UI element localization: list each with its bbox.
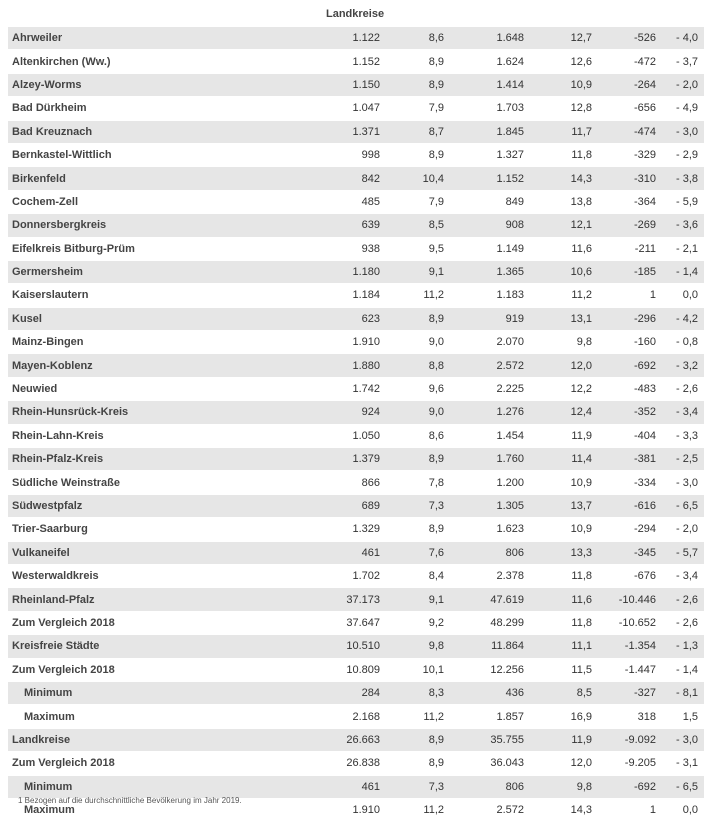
cell-v2: 8,7	[386, 120, 450, 143]
cell-v5: 318	[602, 705, 662, 728]
cell-v5: -404	[602, 424, 662, 447]
cell-v5: -656	[602, 97, 662, 120]
cell-v6: - 3,7	[662, 50, 704, 73]
cell-v1: 1.379	[298, 448, 386, 471]
cell-v4: 11,5	[530, 658, 602, 681]
table-row	[8, 97, 704, 120]
cell-v4: 11,8	[530, 564, 602, 587]
table-row	[8, 775, 704, 798]
cell-v3: 1.760	[450, 448, 530, 471]
cell-v4: 14,3	[530, 167, 602, 190]
cell-v2: 8,9	[386, 518, 450, 541]
cell-v2: 10,1	[386, 658, 450, 681]
cell-v4: 11,1	[530, 635, 602, 658]
row-label: Kaiserslautern	[8, 284, 298, 307]
cell-v6: - 3,1	[662, 752, 704, 775]
cell-v5: -352	[602, 401, 662, 424]
cell-v1: 26.838	[298, 752, 386, 775]
cell-v1: 461	[298, 775, 386, 798]
table-row	[8, 190, 704, 213]
cell-v2: 7,9	[386, 97, 450, 120]
table-row	[8, 471, 704, 494]
cell-v6: 1,5	[662, 705, 704, 728]
cell-v1: 1.150	[298, 73, 386, 96]
table-row	[8, 377, 704, 400]
cell-v1: 2.168	[298, 705, 386, 728]
cell-v2: 9,2	[386, 611, 450, 634]
cell-v1: 1.910	[298, 798, 386, 821]
cell-v3: 1.648	[450, 27, 530, 50]
statistics-table	[8, 27, 704, 822]
cell-v5: 1	[602, 798, 662, 821]
cell-v4: 12,4	[530, 401, 602, 424]
cell-v6: - 3,0	[662, 471, 704, 494]
cell-v2: 9,1	[386, 588, 450, 611]
cell-v3: 1.623	[450, 518, 530, 541]
table-row	[8, 120, 704, 143]
row-label: Rhein-Pfalz-Kreis	[8, 448, 298, 471]
cell-v3: 806	[450, 775, 530, 798]
cell-v1: 1.329	[298, 518, 386, 541]
cell-v5: -616	[602, 494, 662, 517]
table-row	[8, 611, 704, 634]
row-label: Kreisfreie Städte	[8, 635, 298, 658]
cell-v2: 9,5	[386, 237, 450, 260]
cell-v3: 47.619	[450, 588, 530, 611]
cell-v3: 1.624	[450, 50, 530, 73]
cell-v2: 8,5	[386, 214, 450, 237]
cell-v1: 1.742	[298, 377, 386, 400]
cell-v6: - 2,6	[662, 588, 704, 611]
row-label: Minimum	[8, 775, 298, 798]
cell-v3: 2.378	[450, 564, 530, 587]
cell-v6: - 2,6	[662, 611, 704, 634]
table-row	[8, 27, 704, 50]
row-label: Westerwaldkreis	[8, 564, 298, 587]
table-row	[8, 541, 704, 564]
cell-v4: 12,8	[530, 97, 602, 120]
cell-v6: - 2,0	[662, 73, 704, 96]
row-label: Eifelkreis Bitburg-Prüm	[8, 237, 298, 260]
row-label: Mayen-Koblenz	[8, 354, 298, 377]
table-row	[8, 752, 704, 775]
table-row	[8, 237, 704, 260]
table-row	[8, 635, 704, 658]
cell-v6: - 2,5	[662, 448, 704, 471]
cell-v6: - 3,0	[662, 728, 704, 751]
cell-v4: 9,8	[530, 331, 602, 354]
cell-v6: - 4,9	[662, 97, 704, 120]
cell-v2: 8,9	[386, 73, 450, 96]
table-row	[8, 50, 704, 73]
cell-v5: -474	[602, 120, 662, 143]
cell-v4: 12,2	[530, 377, 602, 400]
cell-v1: 1.910	[298, 331, 386, 354]
cell-v1: 639	[298, 214, 386, 237]
cell-v2: 8,9	[386, 50, 450, 73]
cell-v6: - 4,0	[662, 27, 704, 50]
cell-v5: -327	[602, 681, 662, 704]
cell-v4: 13,7	[530, 494, 602, 517]
cell-v6: 0,0	[662, 798, 704, 821]
cell-v3: 919	[450, 307, 530, 330]
cell-v2: 8,6	[386, 27, 450, 50]
cell-v2: 7,9	[386, 190, 450, 213]
cell-v4: 16,9	[530, 705, 602, 728]
cell-v4: 13,1	[530, 307, 602, 330]
cell-v1: 866	[298, 471, 386, 494]
cell-v6: - 8,1	[662, 681, 704, 704]
cell-v5: -334	[602, 471, 662, 494]
cell-v4: 12,1	[530, 214, 602, 237]
cell-v4: 12,6	[530, 50, 602, 73]
table-row	[8, 448, 704, 471]
cell-v3: 2.225	[450, 377, 530, 400]
row-label: Rhein-Hunsrück-Kreis	[8, 401, 298, 424]
cell-v5: -269	[602, 214, 662, 237]
cell-v5: -472	[602, 50, 662, 73]
table-row	[8, 354, 704, 377]
row-label: Germersheim	[8, 260, 298, 283]
row-label: Bad Dürkheim	[8, 97, 298, 120]
cell-v2: 7,8	[386, 471, 450, 494]
cell-v6: - 3,4	[662, 401, 704, 424]
cell-v3: 806	[450, 541, 530, 564]
cell-v4: 11,6	[530, 237, 602, 260]
row-label: Ahrweiler	[8, 27, 298, 50]
cell-v1: 938	[298, 237, 386, 260]
cell-v2: 10,4	[386, 167, 450, 190]
cell-v1: 37.647	[298, 611, 386, 634]
cell-v4: 10,9	[530, 471, 602, 494]
cell-v6: - 0,8	[662, 331, 704, 354]
cell-v2: 11,2	[386, 705, 450, 728]
cell-v4: 12,0	[530, 354, 602, 377]
cell-v6: - 5,9	[662, 190, 704, 213]
cell-v3: 1.845	[450, 120, 530, 143]
row-label: Trier-Saarburg	[8, 518, 298, 541]
table-row	[8, 284, 704, 307]
cell-v5: -9.092	[602, 728, 662, 751]
cell-v6: - 3,8	[662, 167, 704, 190]
cell-v5: -10.652	[602, 611, 662, 634]
cell-v1: 1.047	[298, 97, 386, 120]
cell-v5: -381	[602, 448, 662, 471]
cell-v4: 11,7	[530, 120, 602, 143]
cell-v1: 10.510	[298, 635, 386, 658]
cell-v6: - 6,5	[662, 494, 704, 517]
cell-v6: - 6,5	[662, 775, 704, 798]
cell-v2: 11,2	[386, 798, 450, 821]
cell-v3: 1.454	[450, 424, 530, 447]
cell-v5: -185	[602, 260, 662, 283]
table-body	[8, 27, 704, 822]
cell-v3: 849	[450, 190, 530, 213]
cell-v2: 8,9	[386, 728, 450, 751]
cell-v3: 35.755	[450, 728, 530, 751]
cell-v3: 1.305	[450, 494, 530, 517]
row-label: Neuwied	[8, 377, 298, 400]
cell-v2: 8,8	[386, 354, 450, 377]
cell-v6: - 2,0	[662, 518, 704, 541]
cell-v3: 1.857	[450, 705, 530, 728]
cell-v4: 11,8	[530, 143, 602, 166]
row-label: Altenkirchen (Ww.)	[8, 50, 298, 73]
cell-v2: 9,8	[386, 635, 450, 658]
table-row	[8, 167, 704, 190]
cell-v2: 7,3	[386, 775, 450, 798]
table-row	[8, 424, 704, 447]
cell-v1: 1.152	[298, 50, 386, 73]
cell-v2: 8,9	[386, 143, 450, 166]
cell-v1: 623	[298, 307, 386, 330]
cell-v3: 2.572	[450, 798, 530, 821]
table-row	[8, 728, 704, 751]
cell-v2: 8,3	[386, 681, 450, 704]
row-label: Südliche Weinstraße	[8, 471, 298, 494]
cell-v2: 9,6	[386, 377, 450, 400]
cell-v4: 10,9	[530, 73, 602, 96]
cell-v3: 1.276	[450, 401, 530, 424]
cell-v2: 7,6	[386, 541, 450, 564]
cell-v2: 9,0	[386, 401, 450, 424]
cell-v4: 13,8	[530, 190, 602, 213]
cell-v2: 8,6	[386, 424, 450, 447]
cell-v2: 8,9	[386, 448, 450, 471]
cell-v3: 11.864	[450, 635, 530, 658]
cell-v5: -294	[602, 518, 662, 541]
cell-v6: - 1,3	[662, 635, 704, 658]
cell-v5: -160	[602, 331, 662, 354]
cell-v3: 12.256	[450, 658, 530, 681]
cell-v5: -211	[602, 237, 662, 260]
table-row	[8, 564, 704, 587]
cell-v1: 37.173	[298, 588, 386, 611]
cell-v2: 7,3	[386, 494, 450, 517]
cell-v5: -483	[602, 377, 662, 400]
cell-v2: 8,9	[386, 752, 450, 775]
cell-v3: 908	[450, 214, 530, 237]
cell-v5: -526	[602, 27, 662, 50]
cell-v6: - 3,0	[662, 120, 704, 143]
cell-v2: 8,9	[386, 307, 450, 330]
cell-v6: - 5,7	[662, 541, 704, 564]
cell-v1: 1.371	[298, 120, 386, 143]
cell-v1: 998	[298, 143, 386, 166]
cell-v6: - 3,2	[662, 354, 704, 377]
cell-v4: 11,8	[530, 611, 602, 634]
cell-v4: 12,0	[530, 752, 602, 775]
cell-v6: - 1,4	[662, 260, 704, 283]
cell-v5: -1.354	[602, 635, 662, 658]
cell-v5: -345	[602, 541, 662, 564]
cell-v5: -264	[602, 73, 662, 96]
cell-v3: 2.070	[450, 331, 530, 354]
row-label: Minimum	[8, 681, 298, 704]
cell-v6: - 3,4	[662, 564, 704, 587]
cell-v4: 11,9	[530, 424, 602, 447]
row-label: Donnersbergkreis	[8, 214, 298, 237]
cell-v5: -310	[602, 167, 662, 190]
table-row	[8, 73, 704, 96]
row-label: Zum Vergleich 2018	[8, 658, 298, 681]
cell-v6: - 2,1	[662, 237, 704, 260]
row-label: Alzey-Worms	[8, 73, 298, 96]
cell-v6: - 3,3	[662, 424, 704, 447]
cell-v1: 461	[298, 541, 386, 564]
row-label: Maximum	[8, 705, 298, 728]
cell-v2: 8,4	[386, 564, 450, 587]
table-row	[8, 307, 704, 330]
cell-v1: 26.663	[298, 728, 386, 751]
table-row	[8, 401, 704, 424]
row-label: Rhein-Lahn-Kreis	[8, 424, 298, 447]
cell-v3: 436	[450, 681, 530, 704]
row-label: Bernkastel-Wittlich	[8, 143, 298, 166]
cell-v1: 1.880	[298, 354, 386, 377]
cell-v1: 842	[298, 167, 386, 190]
cell-v4: 9,8	[530, 775, 602, 798]
cell-v1: 485	[298, 190, 386, 213]
cell-v1: 1.184	[298, 284, 386, 307]
table-row	[8, 494, 704, 517]
row-label: Zum Vergleich 2018	[8, 752, 298, 775]
cell-v1: 689	[298, 494, 386, 517]
row-label: Bad Kreuznach	[8, 120, 298, 143]
cell-v4: 11,6	[530, 588, 602, 611]
cell-v4: 11,2	[530, 284, 602, 307]
cell-v6: - 2,9	[662, 143, 704, 166]
row-label: Zum Vergleich 2018	[8, 611, 298, 634]
cell-v4: 10,9	[530, 518, 602, 541]
cell-v3: 1.152	[450, 167, 530, 190]
cell-v1: 1.180	[298, 260, 386, 283]
cell-v3: 1.365	[450, 260, 530, 283]
table-row	[8, 658, 704, 681]
row-label: Vulkaneifel	[8, 541, 298, 564]
cell-v3: 1.327	[450, 143, 530, 166]
cell-v4: 11,9	[530, 728, 602, 751]
row-label: Mainz-Bingen	[8, 331, 298, 354]
cell-v5: -296	[602, 307, 662, 330]
row-label: Südwestpfalz	[8, 494, 298, 517]
cell-v5: -692	[602, 775, 662, 798]
cell-v6: - 3,6	[662, 214, 704, 237]
cell-v2: 9,1	[386, 260, 450, 283]
cell-v1: 1.702	[298, 564, 386, 587]
cell-v1: 1.050	[298, 424, 386, 447]
cell-v2: 9,0	[386, 331, 450, 354]
cell-v5: -364	[602, 190, 662, 213]
table-row	[8, 214, 704, 237]
cell-v6: 0,0	[662, 284, 704, 307]
row-label: Kusel	[8, 307, 298, 330]
table-row	[8, 681, 704, 704]
cell-v4: 14,3	[530, 798, 602, 821]
row-label: Landkreise	[8, 728, 298, 751]
cell-v1: 10.809	[298, 658, 386, 681]
cell-v4: 11,4	[530, 448, 602, 471]
cell-v3: 1.183	[450, 284, 530, 307]
row-label: Rheinland-Pfalz	[8, 588, 298, 611]
table-row	[8, 331, 704, 354]
cell-v2: 11,2	[386, 284, 450, 307]
cell-v5: -1.447	[602, 658, 662, 681]
cell-v6: - 4,2	[662, 307, 704, 330]
table-row	[8, 518, 704, 541]
cell-v5: 1	[602, 284, 662, 307]
table-row	[8, 588, 704, 611]
row-label: Maximum	[8, 798, 298, 821]
cell-v3: 48.299	[450, 611, 530, 634]
cell-v1: 924	[298, 401, 386, 424]
section-title-label: Landkreise	[326, 8, 385, 20]
cell-v3: 36.043	[450, 752, 530, 775]
cell-v4: 12,7	[530, 27, 602, 50]
cell-v4: 10,6	[530, 260, 602, 283]
row-label: Birkenfeld	[8, 167, 298, 190]
cell-v5: -329	[602, 143, 662, 166]
footnote: 1 Bezogen auf die durchschnittliche Bevölkerung im Jahr 2019.	[18, 796, 242, 805]
cell-v5: -10.446	[602, 588, 662, 611]
table-row	[8, 143, 704, 166]
row-label: Cochem-Zell	[8, 190, 298, 213]
cell-v5: -676	[602, 564, 662, 587]
cell-v6: - 1,4	[662, 658, 704, 681]
cell-v4: 13,3	[530, 541, 602, 564]
table-row	[8, 705, 704, 728]
cell-v5: -692	[602, 354, 662, 377]
cell-v3: 1.149	[450, 237, 530, 260]
cell-v3: 2.572	[450, 354, 530, 377]
cell-v6: - 2,6	[662, 377, 704, 400]
cell-v3: 1.414	[450, 73, 530, 96]
cell-v3: 1.200	[450, 471, 530, 494]
cell-v4: 8,5	[530, 681, 602, 704]
cell-v1: 284	[298, 681, 386, 704]
table-row	[8, 260, 704, 283]
cell-v3: 1.703	[450, 97, 530, 120]
cell-v5: -9.205	[602, 752, 662, 775]
cell-v1: 1.122	[298, 27, 386, 50]
